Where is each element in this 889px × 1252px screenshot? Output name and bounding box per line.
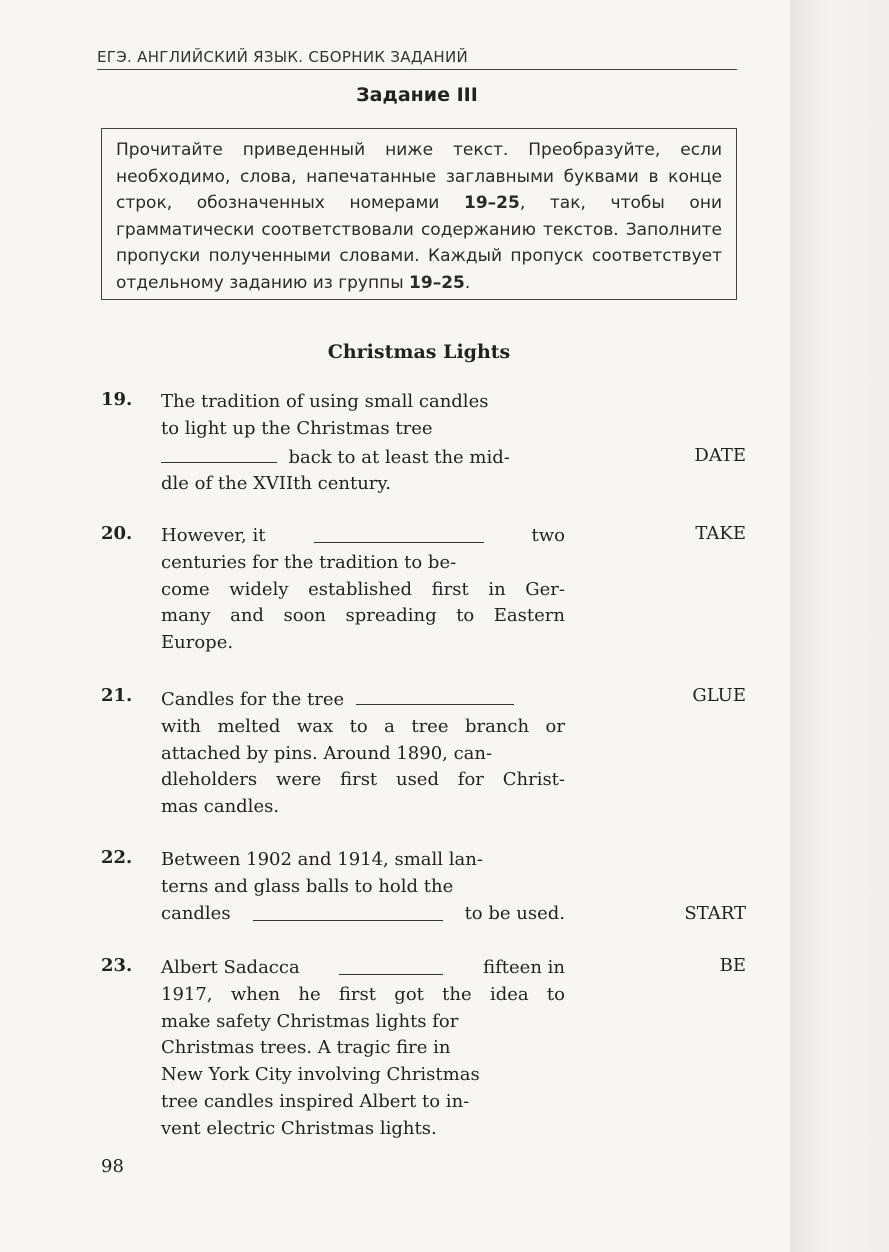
running-head: ЕГЭ. АНГЛИЙСКИЙ ЯЗЫК. СБОРНИК ЗАДАНИЙ (97, 48, 737, 70)
text-line: come widely established first in Ger- (161, 578, 565, 600)
text-line: Between 1902 and 1914, small lan- (161, 849, 483, 870)
source-word: GLUE (692, 685, 746, 706)
answer-blank[interactable] (161, 443, 277, 463)
item-text (161, 955, 565, 1143)
source-word: START (684, 903, 746, 924)
answer-blank[interactable] (253, 901, 443, 921)
item-text (161, 523, 565, 657)
text-line: Candles for the tree (161, 685, 565, 714)
answer-blank[interactable] (314, 523, 484, 543)
text-line: many and soon spreading to Eastern (161, 605, 565, 627)
instructions-text: . (464, 272, 471, 293)
text-line: Christmas trees. A tragic fire in (161, 1037, 451, 1059)
text-line: with melted wax to a tree branch or (161, 715, 565, 737)
text-line: mas candles. (161, 796, 280, 818)
text-line: back to at least the mid- (161, 443, 565, 472)
task-range: 19–25 (464, 193, 520, 213)
text-line: However, it two (161, 525, 565, 546)
answer-blank[interactable] (356, 685, 514, 705)
source-word: DATE (694, 445, 746, 466)
task-range: 19–25 (409, 272, 465, 293)
text-line: New York City involving Christmas (161, 1064, 480, 1086)
item-number: 22. (101, 847, 133, 868)
text-line: vent electric Christmas lights. (161, 1117, 437, 1139)
text-line: Albert Sadacca fifteen in (161, 957, 565, 978)
item-text (161, 389, 565, 498)
text-line: 1917, when he first got the idea to (161, 983, 565, 1005)
instructions-text: , так, чтобы они грамматически соответствовали содержанию текстов. Заполните пропуски полученными словами. Каждый пропуск соответствует отдельному заданию из группы (116, 193, 722, 293)
text-line: terns and glass balls to hold the (161, 875, 454, 897)
text-line: dleholders were first used for Christ- (161, 769, 565, 791)
text-line: The tradition of using small candles (161, 391, 489, 412)
page-number: 98 (101, 1156, 124, 1177)
instructions-text: Прочитайте приведенный ниже текст. Преобразуйте, если необходимо, слова, напечатанные заглавными буквами в конце строк, обозначенных номерами (116, 140, 722, 213)
text-line: dle of the XVIIth century. (161, 473, 391, 495)
item-text (161, 847, 565, 927)
text-line: Europe. (161, 632, 234, 654)
item-number: 20. (101, 523, 133, 544)
task-title: Задание III (356, 84, 478, 106)
text-line: make safety Christmas lights for (161, 1010, 459, 1032)
item-number: 23. (101, 955, 133, 976)
text-line: to light up the Christmas tree (161, 417, 433, 439)
instructions-box (101, 128, 737, 300)
source-word: TAKE (695, 523, 746, 544)
text-line: candles to be used. (161, 902, 565, 924)
text-line: tree candles inspired Albert to in- (161, 1090, 470, 1112)
text-line: centuries for the tradition to be- (161, 551, 457, 573)
answer-blank[interactable] (339, 955, 443, 975)
source-word: BE (719, 955, 746, 976)
item-text (161, 685, 565, 821)
text-title: Christmas Lights (327, 341, 511, 363)
adjacent-page-edge (790, 0, 889, 1252)
item-number: 19. (101, 389, 133, 410)
item-number: 21. (101, 685, 133, 706)
text-line: attached by pins. Around 1890, can- (161, 742, 493, 764)
